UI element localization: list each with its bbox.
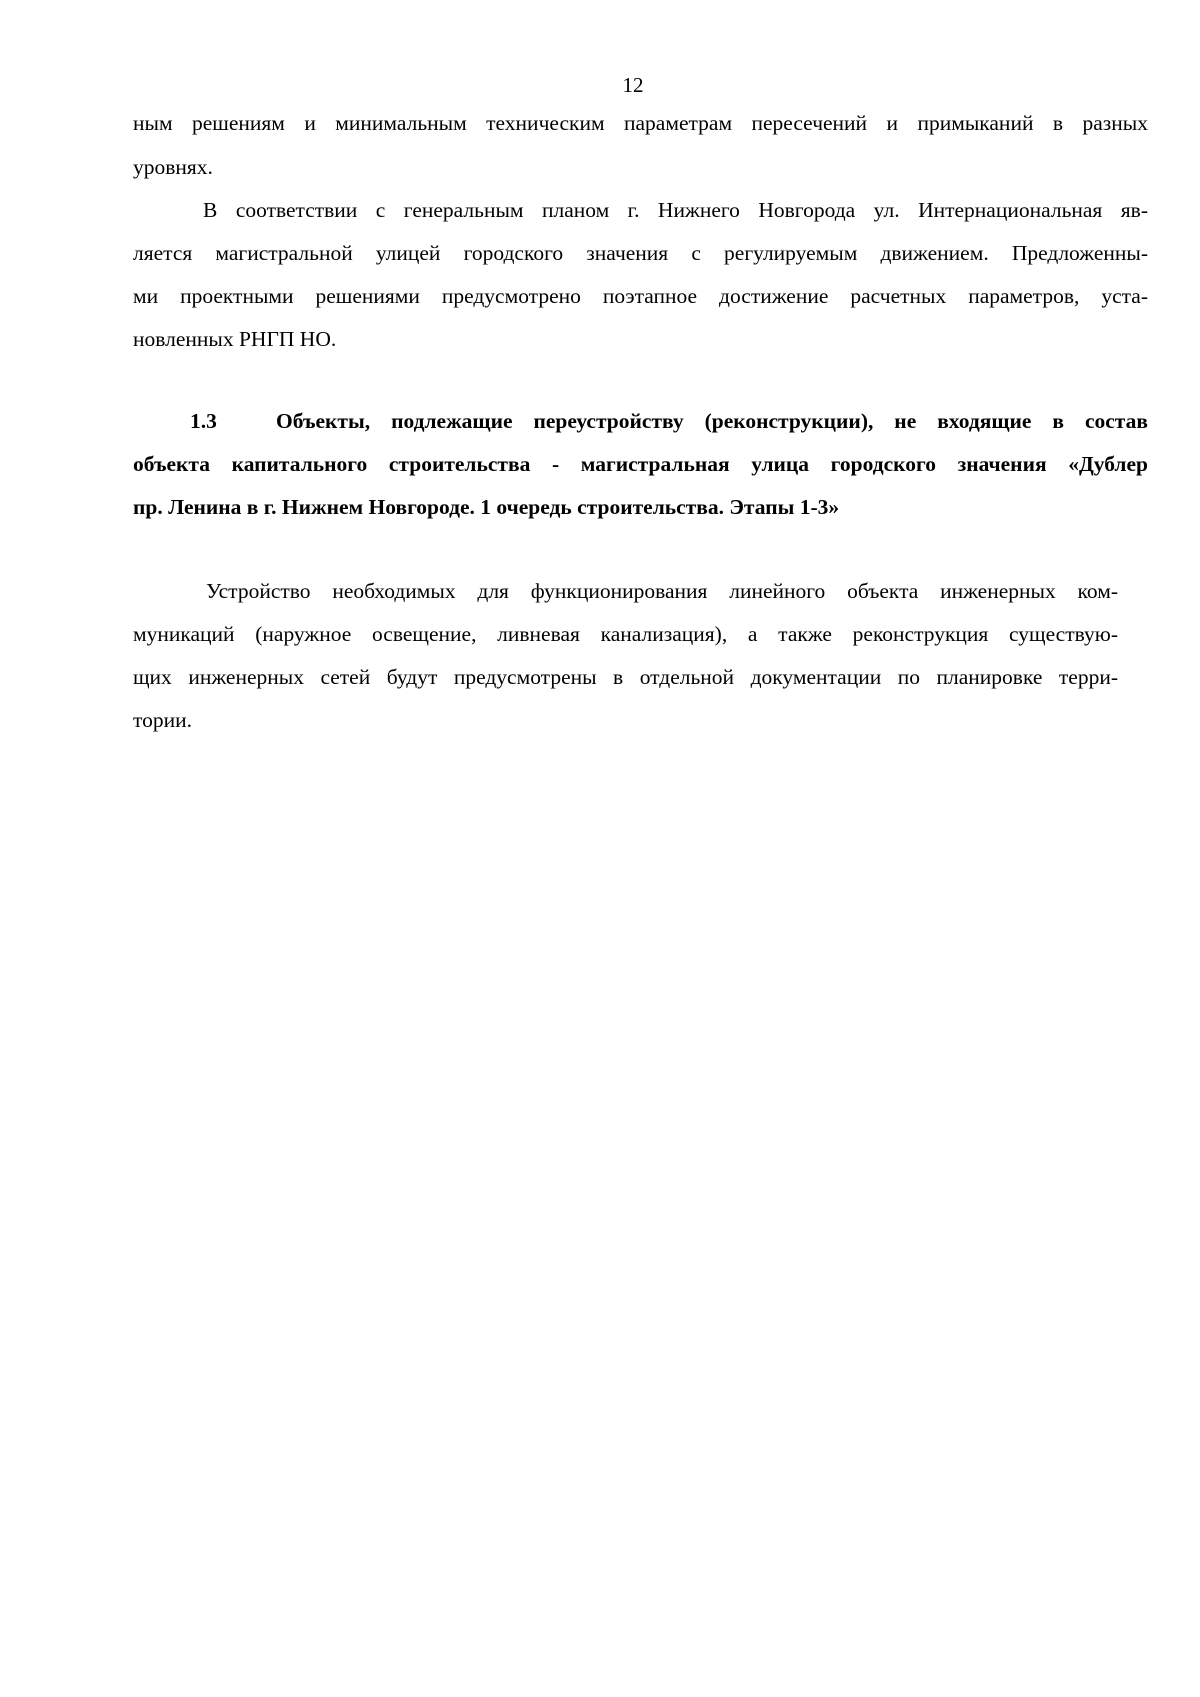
- paragraph-2-line-2: ляется магистральной улицей городского значения с регулируемым движением. Предложенны-: [133, 241, 1148, 265]
- paragraph-2-line-1: В соответствии с генеральным планом г. Нижнего Новгорода ул. Интернациональная яв-: [203, 198, 1148, 222]
- page-number: 12: [622, 73, 644, 97]
- section-title-line-3: пр. Ленина в г. Нижнем Новгороде. 1 очередь строительства. Этапы 1-3»: [133, 495, 840, 519]
- section-title-line-2: объекта капитального строительства - магистральная улица городского значения «Дублер: [133, 452, 1148, 476]
- paragraph-1-line-1: ным решениям и минимальным техническим параметрам пересечений и примыканий в разных: [133, 111, 1148, 135]
- section-title-line-1: Объекты, подлежащие переустройству (реконструкции), не входящие в состав: [276, 409, 1148, 433]
- paragraph-2-line-3: ми проектными решениями предусмотрено поэтапное достижение расчетных параметров, уста-: [133, 284, 1148, 308]
- paragraph-2-line-4: новленных РНГП НО.: [133, 327, 337, 351]
- paragraph-3-line-3: щих инженерных сетей будут предусмотрены в отдельной документации по планировке терри-: [133, 665, 1118, 689]
- section-number: 1.3: [190, 409, 217, 433]
- paragraph-3-line-4: тории.: [133, 708, 192, 732]
- paragraph-1-line-2: уровнях.: [133, 155, 213, 179]
- paragraph-3-line-1: Устройство необходимых для функционирования линейного объекта инженерных ком-: [206, 579, 1118, 603]
- paragraph-3-line-2: муникаций (наружное освещение, ливневая канализация), а также реконструкция существую-: [133, 622, 1118, 646]
